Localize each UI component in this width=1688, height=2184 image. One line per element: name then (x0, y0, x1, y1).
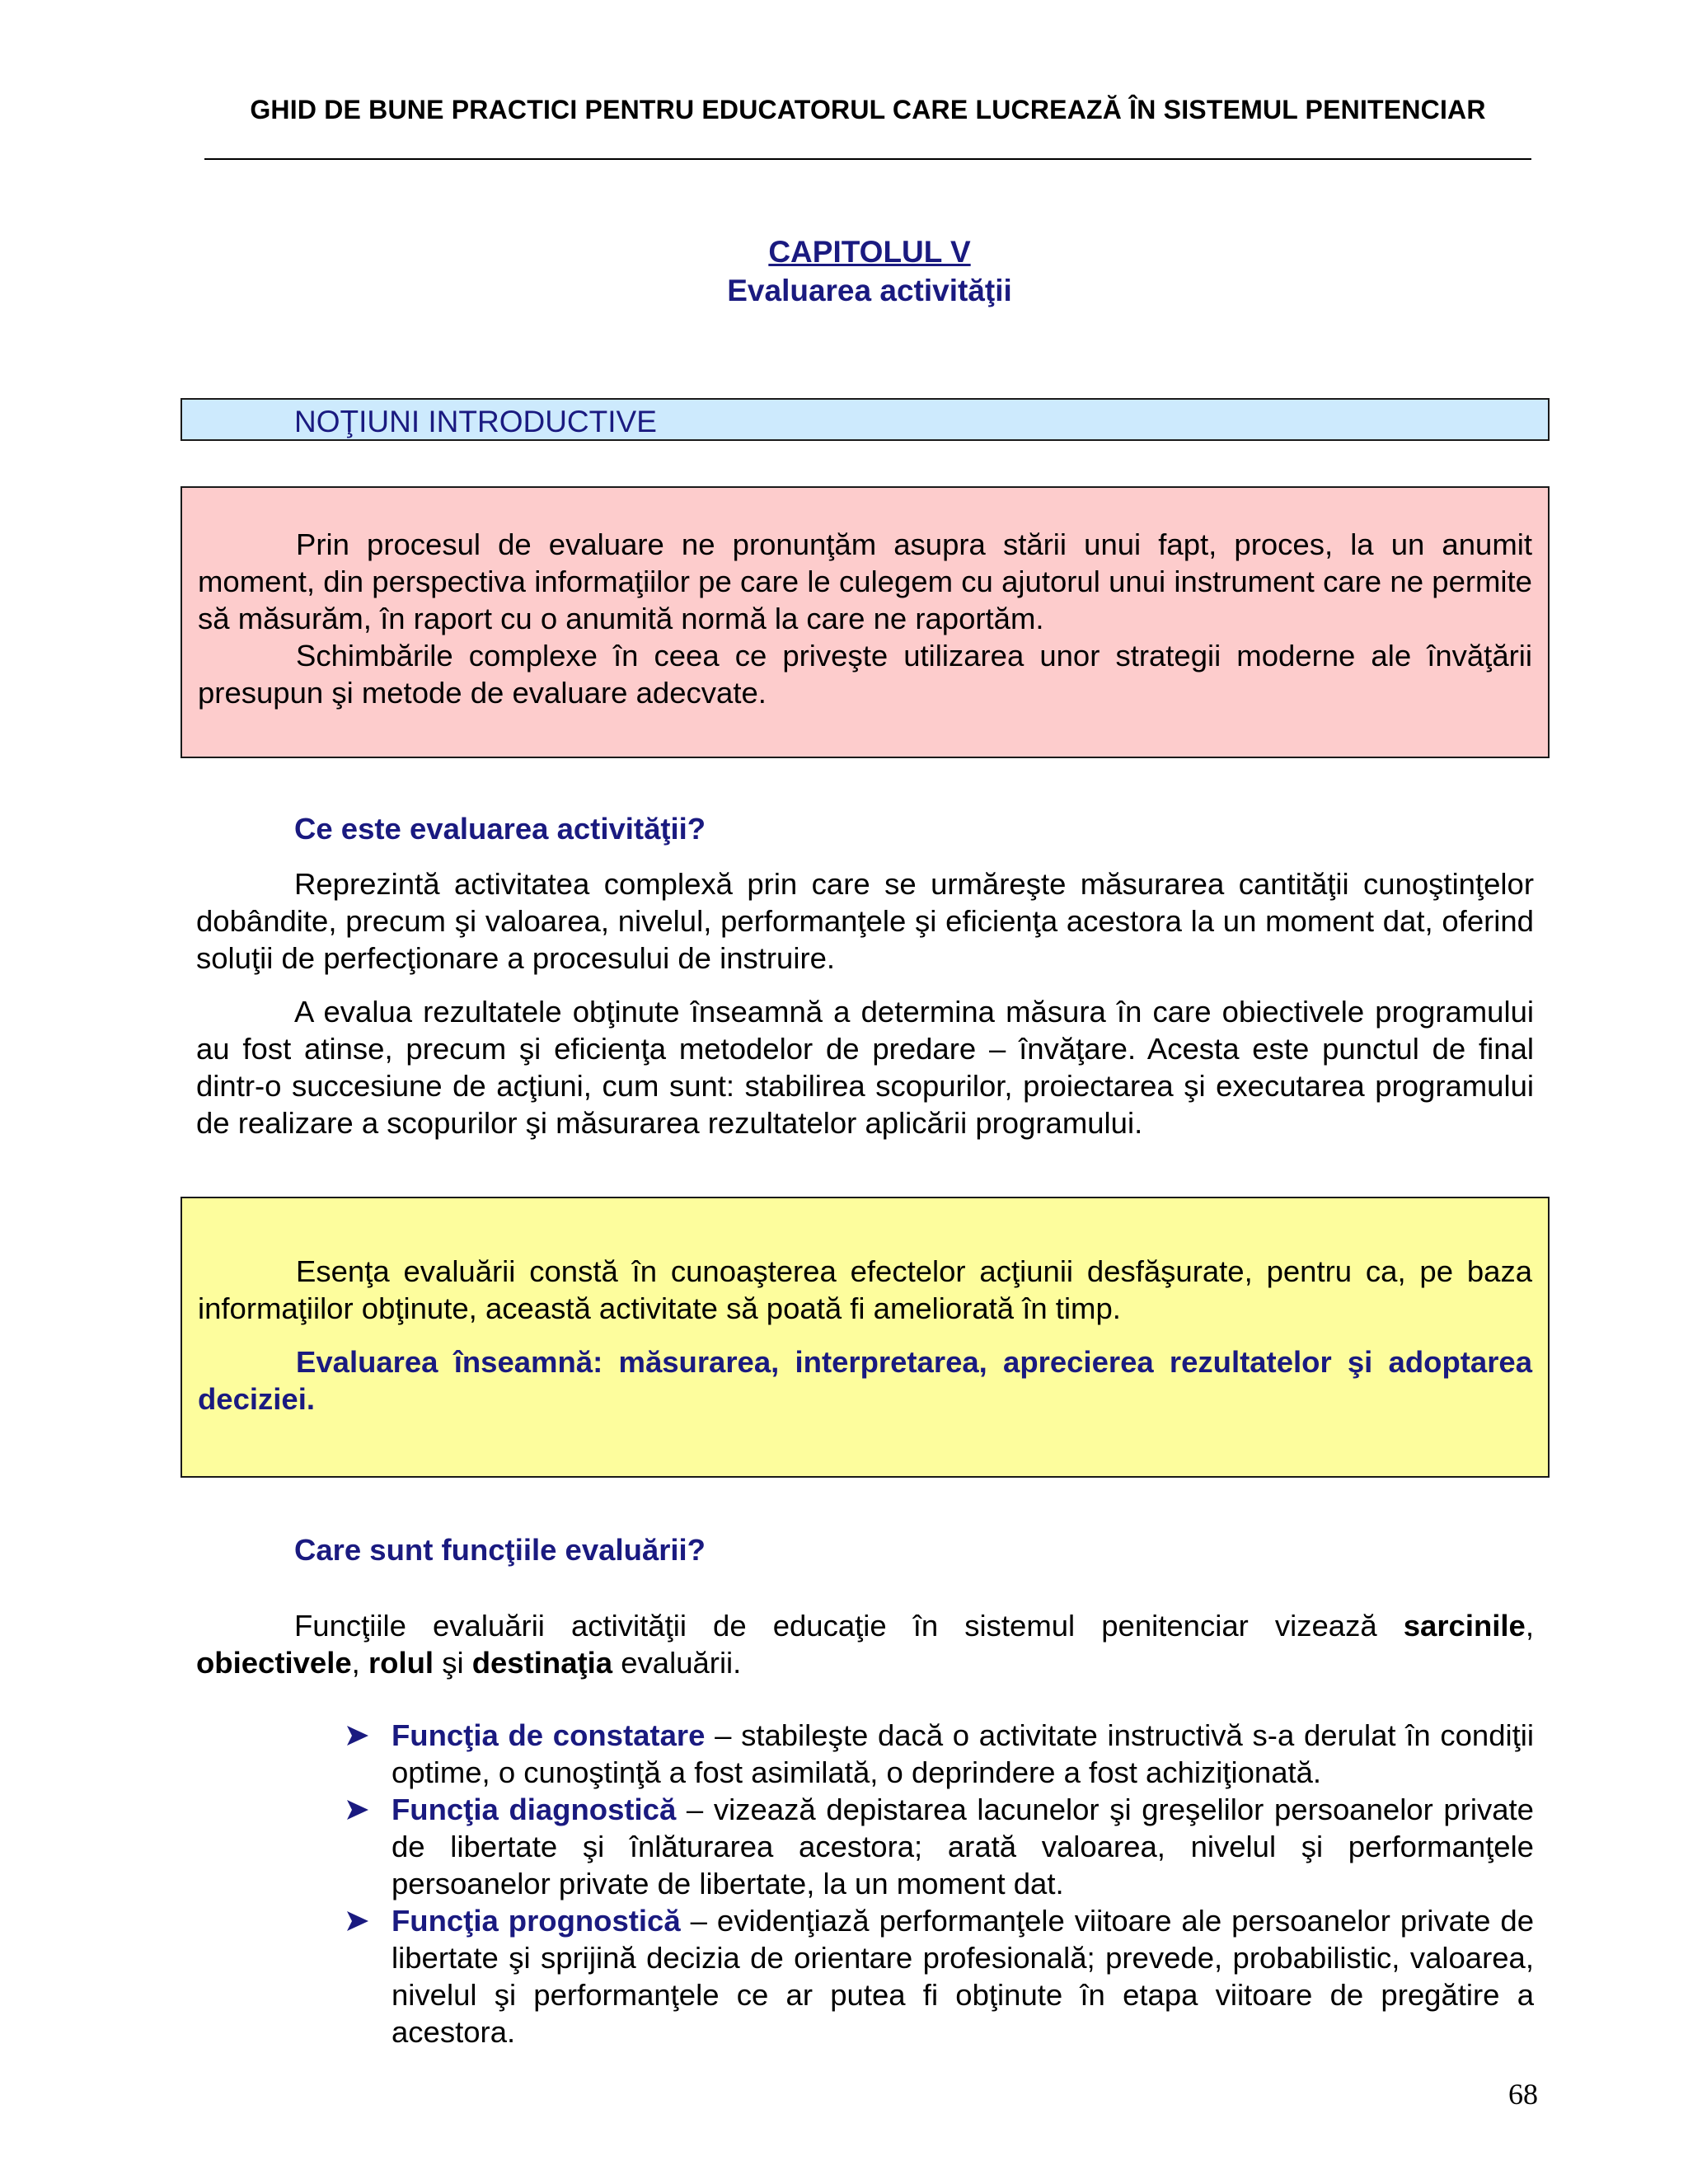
functions-intro-paragraph (196, 1607, 1534, 1681)
separator: şi (434, 1646, 472, 1680)
arrow-bullet-icon (342, 1902, 375, 1939)
arrow-bullet-icon (342, 1717, 375, 1754)
term-rolul: rolul (368, 1646, 434, 1680)
definition-paragraph: Reprezintă activitatea complexă prin care se urmăreşte măsurarea cantităţii cunoştinţelor dobândite, precum şi valoarea, nivelul, performanţele şi eficienţa acestora la un moment dat, oferind soluţii de perfecţionare a procesului de instruire. (196, 867, 1534, 975)
definition-section (196, 865, 1534, 1141)
term-obiectivele: obiectivele (196, 1646, 352, 1680)
function-description: – evidenţiază performanţele viitoare ale persoanelor private de libertate şi sprijină decizia de orientare profesională; prevede, probabilistic, valoarea, nivelul şi performanţele ce ar putea fi obţinute în etapa viitoare de pregătire a acestora. (392, 1904, 1534, 2049)
term-sarcinile: sarcinile (1403, 1609, 1526, 1643)
arrow-bullet-icon (342, 1791, 375, 1828)
list-item (342, 1791, 1534, 1902)
header-divider (204, 158, 1531, 160)
question-heading-2: Care sunt funcţiile evaluării? (294, 1533, 706, 1567)
page-number: 68 (1508, 2078, 1538, 2111)
function-description: – stabileşte dacă o activitate instructivă s-a derulat în condiţii optime, o cunoştinţă a fost asimilată, o deprindere a fost achiziţionată. (392, 1718, 1534, 1789)
separator: , (351, 1646, 368, 1680)
list-item (342, 1717, 1534, 1791)
function-description: – vizează depistarea lacunelor şi greşelilor persoanelor private de libertate şi înlăturarea acestora; arată valoarea, nivelul şi performanţele persoanelor private de libertate, la un moment dat. (392, 1793, 1534, 1900)
list-item (342, 1902, 1534, 2050)
functions-intro-text: Funcţiile evaluării activităţii de educaţie în sistemul penitenciar vizează (294, 1609, 1404, 1643)
function-term: Funcţia prognostică (392, 1904, 681, 1938)
essence-box (181, 1197, 1550, 1478)
term-destinatia: destinaţia (471, 1646, 613, 1680)
functions-list (342, 1717, 1534, 2050)
function-term: Funcţia diagnostică (392, 1793, 677, 1826)
chapter-number: CAPITOLUL V (768, 235, 971, 269)
essence-definition: Evaluarea înseamnă: măsurarea, interpretarea, aprecierea rezultatelor şi adoptarea deciziei. (198, 1345, 1532, 1416)
essence-paragraph: Esenţa evaluării constă în cunoaşterea efectelor acţiunii desfăşurate, pentru ca, pe baza informaţiilor obţinute, această activitate să poată fi ameliorată în timp. (198, 1254, 1532, 1325)
separator: , (1525, 1609, 1534, 1643)
running-header: GHID DE BUNE PRACTICI PENTRU EDUCATORUL CARE LUCREAZĂ ÎN SISTEMUL PENITENCIAR (250, 95, 1486, 124)
functions-intro-end: evaluării. (612, 1646, 742, 1680)
question-heading-1: Ce este evaluarea activităţii? (294, 812, 706, 846)
results-paragraph: A evalua rezultatele obţinute înseamnă a determina măsura în care obiectivele programului au fost atinse, precum şi eficienţa metodelor de predare – învăţare. Acesta este punctul de final dintr-o succesiune de acţiuni, cum sunt: stabilirea scopurilor, proiectarea şi executarea programului de realizare a scopurilor şi măsurarea rezultatelor aplicării programului. (196, 995, 1534, 1140)
intro-box (181, 486, 1550, 758)
intro-paragraph-1: Prin procesul de evaluare ne pronunţăm asupra stării unui fapt, proces, la un anumit moment, din perspectiva informaţiilor pe care le culegem cu ajutorul unui instrument care ne permite să măsurăm, în raport cu o anumită normă la care ne raportăm. (198, 527, 1532, 635)
intro-paragraph-2: Schimbările complexe în ceea ce priveşte utilizarea unor strategii moderne ale învăţării presupun şi metode de evaluare adecvate. (198, 639, 1532, 710)
section-title: NOŢIUNI INTRODUCTIVE (294, 405, 657, 438)
functions-intro (196, 1607, 1534, 1681)
section-banner (181, 398, 1550, 441)
chapter-title: Evaluarea activităţii (727, 274, 1012, 307)
function-term: Funcţia de constatare (392, 1718, 706, 1752)
